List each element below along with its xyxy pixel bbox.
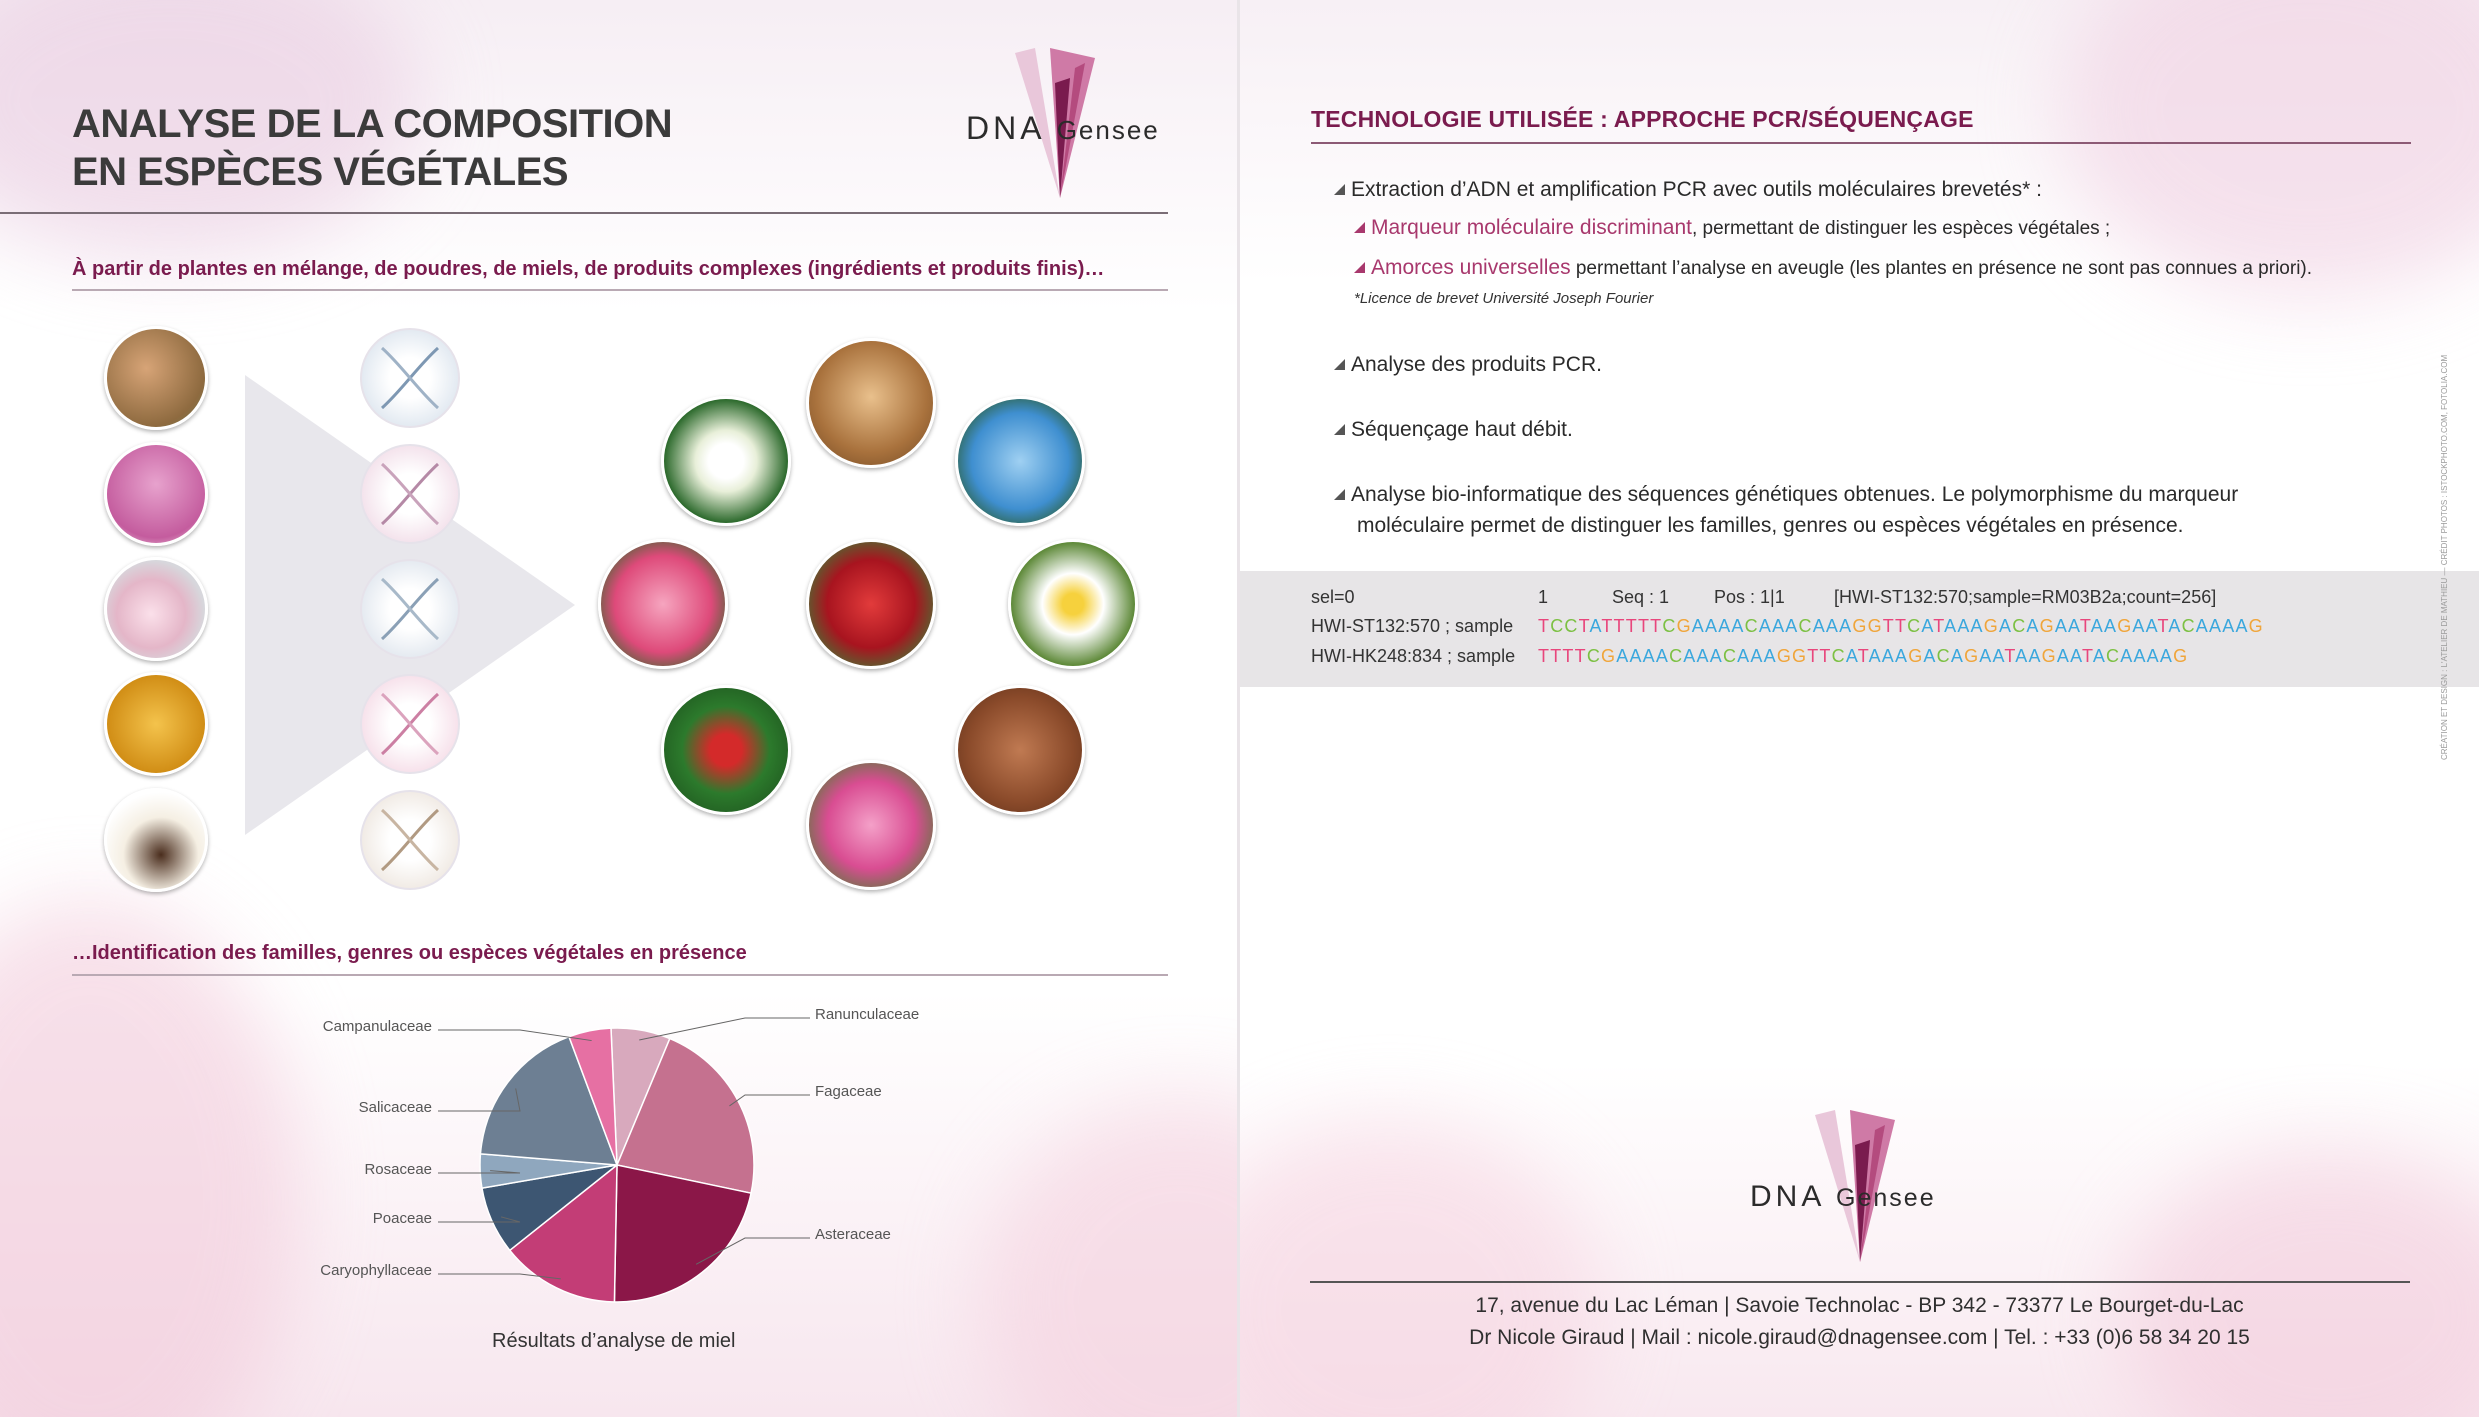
sequence-base: A xyxy=(2090,616,2104,636)
bullet-bioinfo-line1: Analyse bio-informatique des séquences génétiques obtenues. Le polymorphisme du marqueur xyxy=(1351,483,2239,506)
bullet-triangle-icon xyxy=(1354,262,1365,273)
sequence-base: G xyxy=(1852,616,1868,636)
sequence-base: C xyxy=(1936,646,1951,666)
seq-header-info: [HWI-ST132:570;sample=RM03B2a;count=256] xyxy=(1834,587,2217,607)
logo-text-gensee: Gensee xyxy=(1836,1184,1936,1212)
photo-credits: CRÉATION ET DESIGN : L'ATELIER DE MATHIEU — CRÉDIT PHOTOS : ISTOCKPHOTO.COM, FOTOLIA.COM xyxy=(2440,354,2449,760)
sequence-base: A xyxy=(1992,646,2005,666)
sequence-base: T xyxy=(1857,646,1869,666)
dna-helix-icon xyxy=(360,444,460,544)
sequence-base: A xyxy=(1750,646,1764,666)
plant-oleander-photo xyxy=(598,539,728,669)
sequence-base: A xyxy=(1718,616,1732,636)
sequence-base: A xyxy=(1845,646,1858,666)
sequence-base: A xyxy=(1737,646,1751,666)
sequence-base: A xyxy=(1683,646,1697,666)
sequence-base: A xyxy=(2026,616,2040,636)
title-divider xyxy=(0,212,1168,214)
sequence-base: A xyxy=(1998,616,2013,636)
sequence-base: A xyxy=(1812,616,1826,636)
intro-divider xyxy=(72,289,1168,291)
seq-row1-label: HWI-ST132:570 ; sample xyxy=(1311,616,1514,636)
sequence-base: A xyxy=(2120,646,2134,666)
sequence-base: G xyxy=(1867,616,1883,636)
sequence-base: A xyxy=(2068,616,2080,636)
sequence-base: A xyxy=(1772,616,1786,636)
sequence-base: A xyxy=(1629,646,1643,666)
sequence-base: T xyxy=(1574,646,1587,666)
pie-label-ranunculaceae: Ranunculaceae xyxy=(815,1006,920,1023)
primers-highlight: Amorces universelles xyxy=(1371,256,1571,279)
sequence-base: C xyxy=(1907,616,1922,636)
sequence-base: G xyxy=(1676,616,1692,636)
bullet-primers xyxy=(1354,252,2312,284)
logo-text-gensee: Gensee xyxy=(1056,115,1160,145)
result-heading: …Identification des familles, genres ou espèces végétales en présence xyxy=(72,942,747,964)
footer-address: 17, avenue du Lac Léman | Savoie Technolac - BP 342 - 73377 Le Bourget-du-Lac xyxy=(1475,1294,2244,1317)
bullet-triangle-icon xyxy=(1334,489,1345,500)
bullet-triangle-icon xyxy=(1334,184,1345,195)
sequence-base: C xyxy=(1722,646,1738,666)
sequence-base: T xyxy=(1625,616,1638,636)
sequence-base: C xyxy=(2106,646,2121,666)
sequence-base: A xyxy=(1709,646,1723,666)
sequence-base: A xyxy=(1642,646,1656,666)
plant-cosmos-photo xyxy=(806,760,936,890)
sequence-base: A xyxy=(1589,616,1602,636)
sequence-base: T xyxy=(1650,616,1663,636)
patent-footnote: *Licence de brevet Université Joseph Fourier xyxy=(1354,290,1654,307)
sequence-base: G xyxy=(1792,646,1808,666)
bullet-bioinfo-line2: moléculaire permet de distinguer les familles, genres ou espèces végétales en présence. xyxy=(1357,514,2184,537)
background-wash xyxy=(2120,1150,2479,1417)
pie-caption: Résultats d’analyse de miel xyxy=(492,1330,736,1352)
sequence-base: A xyxy=(2015,646,2029,666)
sequence-base: A xyxy=(1696,646,1710,666)
sequence-base: C xyxy=(1550,616,1565,636)
plant-berry-photo xyxy=(661,685,791,815)
logo-text xyxy=(1750,1180,1936,1214)
bullet-extraction xyxy=(1334,174,2042,205)
logo-text xyxy=(966,110,1160,147)
sequence-base: A xyxy=(1691,616,1705,636)
sequence-base: C xyxy=(1586,646,1602,666)
seq-row2-label: HWI-HK248:834 ; sample xyxy=(1311,646,1516,666)
sequence-base: A xyxy=(2168,616,2182,636)
sequence-base: A xyxy=(2092,646,2107,666)
left-page xyxy=(0,0,1237,1417)
plant-walnut-photo xyxy=(806,338,936,468)
sequence-base: C xyxy=(1662,616,1677,636)
ingredient-shea-photo xyxy=(104,788,208,892)
sequence-base: C xyxy=(2181,616,2196,636)
sequence-base: A xyxy=(2222,616,2236,636)
sequence-base: G xyxy=(1983,616,1999,636)
ingredient-honeycomb-photo xyxy=(104,672,208,776)
sequence-base: A xyxy=(1881,646,1895,666)
sequence-base: T xyxy=(2079,616,2091,636)
sequence-base: A xyxy=(1825,616,1840,636)
pie-label-salicaceae: Salicaceae xyxy=(358,1099,432,1116)
sequence-base: A xyxy=(1616,646,1630,666)
seq-header-pos: 1 xyxy=(1538,587,1549,607)
sequence-base: T xyxy=(1819,646,1832,666)
sequence-base: G xyxy=(2248,616,2264,636)
sequence-base: T xyxy=(1538,616,1551,636)
dna-helix-icon xyxy=(360,790,460,890)
sequence-base: A xyxy=(2132,616,2146,636)
ingredient-powder-photo xyxy=(104,442,208,546)
sequence-base: A xyxy=(2103,616,2118,636)
dna-helix-icon xyxy=(360,559,460,659)
sequence-base: T xyxy=(2081,646,2093,666)
company-logo-footer xyxy=(1750,1100,1990,1270)
seq-header-seq: Seq : 1 xyxy=(1612,587,1670,607)
sequence-base: A xyxy=(1921,616,1934,636)
sequence-base: G xyxy=(1964,646,1980,666)
sequence-base: G xyxy=(1908,646,1924,666)
seq-header-sel: sel=0 xyxy=(1311,587,1355,607)
primers-text: permettant l’analyse en aveugle (les plantes en présence ne sont pas connues a priori). xyxy=(1570,258,2313,279)
seq-row1-bases xyxy=(1538,616,2264,637)
sequence-base: T xyxy=(1550,646,1563,666)
sequence-base: C xyxy=(2012,616,2027,636)
sequence-base: T xyxy=(1637,616,1651,636)
background-wash xyxy=(1240,1120,1600,1417)
sequence-base: A xyxy=(2133,646,2147,666)
sequence-base: A xyxy=(1763,646,1777,666)
sequence-base: A xyxy=(2195,616,2209,636)
sequence-base: A xyxy=(2056,646,2071,666)
seq-header-pos2: Pos : 1|1 xyxy=(1714,587,1785,607)
ingredient-cream-photo xyxy=(104,557,208,661)
sequence-base: A xyxy=(2159,646,2174,666)
pie-leader-line xyxy=(729,1095,810,1106)
seq-row2-bases xyxy=(1538,646,2188,667)
sequence-base: G xyxy=(1776,646,1793,666)
plant-rose-photo xyxy=(806,539,936,669)
title-line-1: ANALYSE DE LA COMPOSITION xyxy=(72,102,673,146)
sequence-base: A xyxy=(1970,616,1984,636)
bullet-triangle-icon xyxy=(1334,424,1345,435)
sequence-base: A xyxy=(1944,616,1958,636)
footer-divider xyxy=(1310,1281,2410,1283)
sequence-base: T xyxy=(2157,616,2169,636)
sequence-base: A xyxy=(2070,646,2082,666)
bullet-marker xyxy=(1354,212,2110,244)
sequence-base: G xyxy=(2117,616,2133,636)
sequence-base: A xyxy=(2146,646,2160,666)
bullet-sequencing-text: Séquençage haut débit. xyxy=(1351,418,1573,441)
page-title xyxy=(72,100,672,196)
sequence-base: A xyxy=(2209,616,2223,636)
sequence-base: G xyxy=(2039,616,2055,636)
sequence-base: C xyxy=(1744,616,1759,636)
plant-forget-me-not-photo xyxy=(955,396,1085,526)
logo-text-dna: DNA xyxy=(966,110,1044,146)
pie-chart xyxy=(0,990,1237,1360)
bullet-extraction-text: Extraction d’ADN et amplification PCR avec outils moléculaires brevetés* : xyxy=(1351,178,2042,201)
sequence-base: A xyxy=(2235,616,2249,636)
sequence-base: T xyxy=(1578,616,1590,636)
bullet-pcr-text: Analyse des produits PCR. xyxy=(1351,353,1602,376)
logo-text-dna: DNA xyxy=(1750,1180,1824,1213)
sequence-alignment-box xyxy=(1240,571,2479,687)
technology-heading: TECHNOLOGIE UTILISÉE : APPROCHE PCR/SÉQUENÇAGE xyxy=(1311,106,1974,132)
sequence-base: A xyxy=(2145,616,2158,636)
plant-chamomile-photo xyxy=(1008,539,1138,669)
bullet-triangle-icon xyxy=(1354,222,1365,233)
pie-label-fagaceae: Fagaceae xyxy=(815,1083,882,1100)
marker-highlight: Marqueur moléculaire discriminant xyxy=(1371,216,1692,239)
sequence-base: A xyxy=(1704,616,1719,636)
sequence-base: T xyxy=(2004,646,2016,666)
sequence-base: A xyxy=(2028,646,2042,666)
bullet-sequencing xyxy=(1334,414,1573,445)
sequence-base: C xyxy=(1831,646,1846,666)
bullet-bioinformatics xyxy=(1334,479,2238,541)
sequence-base: A xyxy=(1758,616,1773,636)
result-divider xyxy=(72,974,1168,976)
sequence-base: A xyxy=(1979,646,1993,666)
sequence-base: T xyxy=(1807,646,1820,666)
right-page xyxy=(1240,0,2479,1417)
sequence-base: C xyxy=(1564,616,1579,636)
sequence-base: A xyxy=(1957,616,1971,636)
sequence-base: G xyxy=(2173,646,2189,666)
plant-jasmine-photo xyxy=(661,396,791,526)
company-logo xyxy=(960,38,1180,208)
pie-label-caryophyllaceae: Caryophyllaceae xyxy=(320,1262,432,1279)
sequence-base: A xyxy=(1895,646,1909,666)
sequence-base: A xyxy=(1785,616,1799,636)
sequence-base: T xyxy=(1613,616,1626,636)
sequence-base: T xyxy=(1601,616,1614,636)
sequence-base: T xyxy=(1882,616,1895,636)
dna-helix-icon xyxy=(360,328,460,428)
pie-label-asteraceae: Asteraceae xyxy=(815,1226,891,1243)
sequence-base: T xyxy=(1933,616,1945,636)
sequence-base: G xyxy=(1601,646,1617,666)
sequence-base: G xyxy=(2041,646,2057,666)
sequence-base: T xyxy=(1538,646,1551,666)
plant-cinnamon-photo xyxy=(955,685,1085,815)
bullet-triangle-icon xyxy=(1334,359,1345,370)
sequence-base: T xyxy=(1894,616,1908,636)
sequence-base: A xyxy=(1868,646,1882,666)
sequence-base: C xyxy=(1669,646,1684,666)
pie-label-poaceae: Poaceae xyxy=(372,1210,432,1227)
sequence-base: T xyxy=(1562,646,1575,666)
footer-contact: Dr Nicole Giraud | Mail : nicole.giraud@dnagensee.com | Tel. : +33 (0)6 58 34 20 15 xyxy=(1469,1326,2250,1349)
pie-label-rosaceae: Rosaceae xyxy=(364,1161,432,1178)
title-line-2: EN ESPÈCES VÉGÉTALES xyxy=(72,150,569,194)
pie-label-campanulaceae: Campanulaceae xyxy=(322,1018,432,1035)
sequence-base: A xyxy=(1731,616,1745,636)
sequence-base: A xyxy=(1655,646,1670,666)
intro-heading: À partir de plantes en mélange, de poudres, de miels, de produits complexes (ingrédients et produits finis)… xyxy=(72,258,1105,280)
sequence-base: A xyxy=(1950,646,1965,666)
dna-helix-icon xyxy=(360,674,460,774)
sequence-base: A xyxy=(1839,616,1853,636)
technology-divider xyxy=(1311,142,2411,144)
sequence-base: A xyxy=(1923,646,1937,666)
sequence-base: A xyxy=(2054,616,2069,636)
ingredient-nuts-photo xyxy=(104,326,208,430)
bullet-pcr-analysis xyxy=(1334,349,1602,380)
marker-text: , permettant de distinguer les espèces végétales ; xyxy=(1691,218,2111,239)
sequence-base: C xyxy=(1798,616,1813,636)
